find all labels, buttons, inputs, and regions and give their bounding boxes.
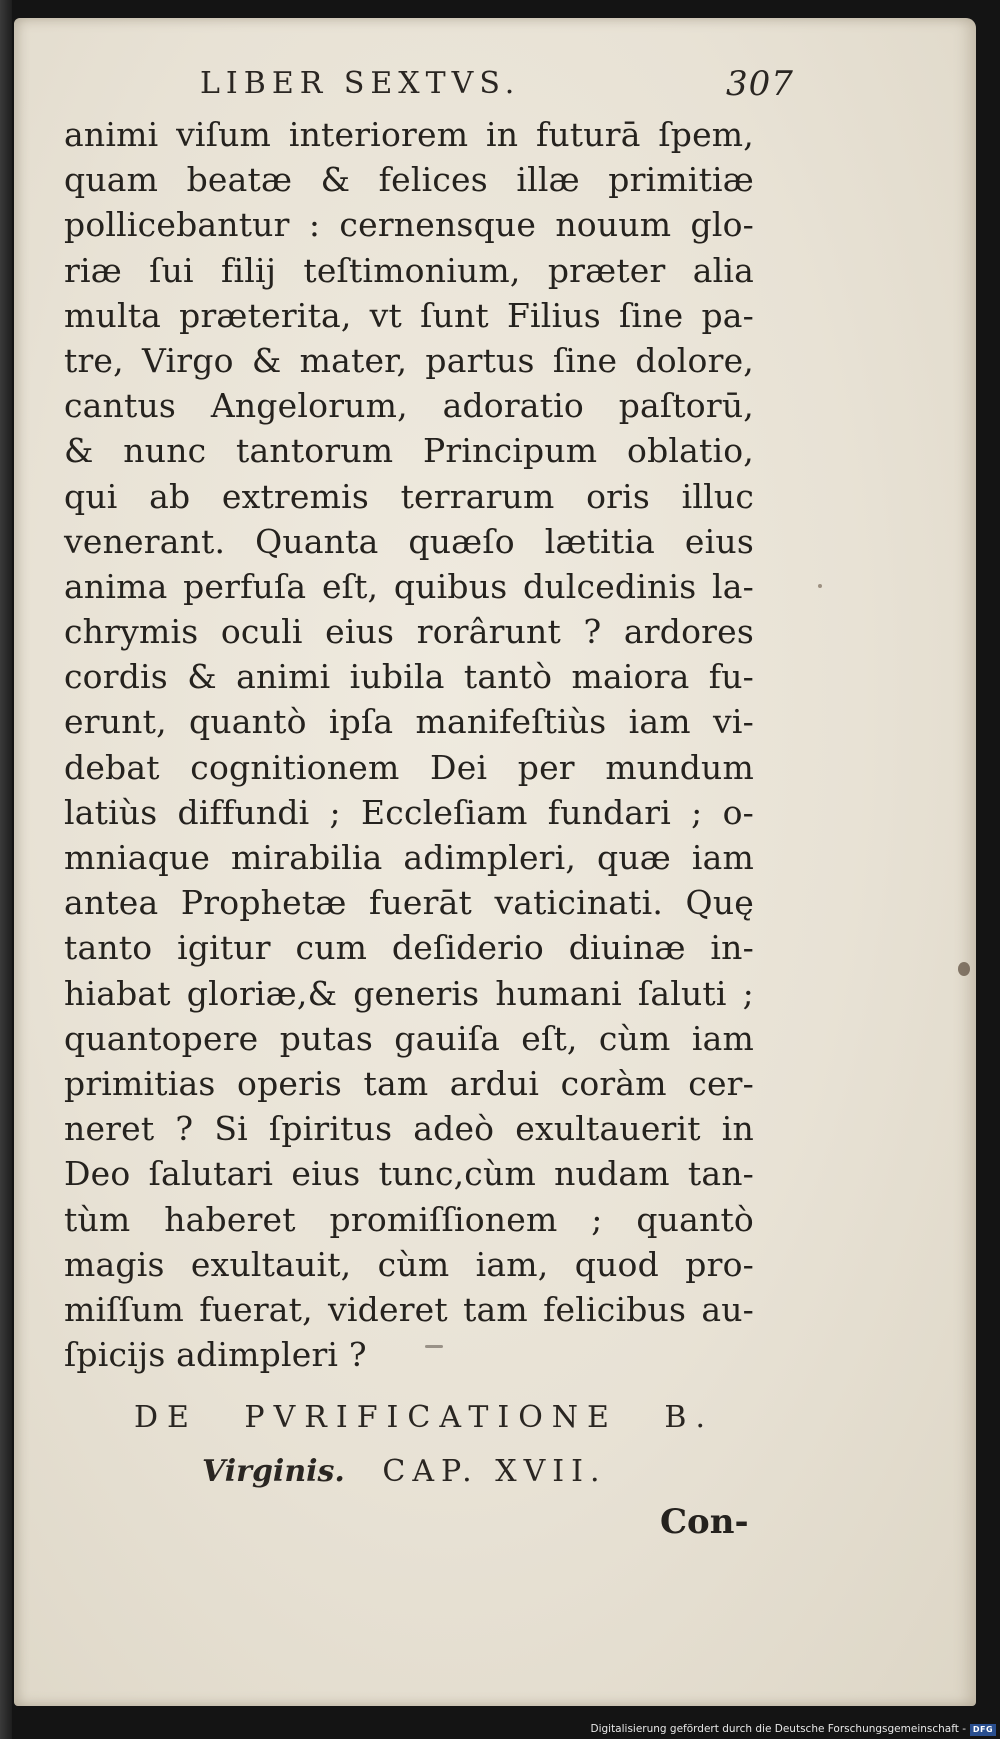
text-line: quantopere putas gauiſa eſt, cùm iam bbox=[64, 1018, 754, 1058]
chapter-subheading bbox=[202, 1454, 606, 1489]
text-line: cantus Angelorum, adoratio paſtorū, bbox=[64, 386, 754, 426]
text-line: erunt, quantò ipſa manifeſtiùs iam vi- bbox=[64, 702, 754, 742]
text-line: quam beatæ & felices illæ primitiæ bbox=[64, 160, 754, 200]
page-number: 307 bbox=[726, 64, 794, 104]
text-line: anima perfuſa eſt, quibus dulcedinis la- bbox=[64, 566, 754, 606]
text-line: multa præterita, vt ſunt Filius ſine pa- bbox=[64, 295, 754, 335]
text-line: latiùs diffundi ; Eccleſiam fundari ; o- bbox=[64, 792, 754, 832]
paper-stain bbox=[958, 962, 970, 976]
chapter-heading: DE PVRIFICATIONE B. bbox=[134, 1400, 714, 1435]
text-line: debat cognitionem Dei per mundum bbox=[64, 747, 754, 787]
text-line: neret ? Si ſpiritus adeò exultauerit in bbox=[64, 1109, 754, 1149]
text-line: & nunc tantorum Principum oblatio, bbox=[64, 431, 754, 471]
text-line: animi viſum interiorem in futurā ſpem, bbox=[64, 115, 754, 154]
dfg-logo: DFG bbox=[970, 1724, 996, 1736]
text-line: magis exultauit, cùm iam, quod pro- bbox=[64, 1244, 754, 1284]
text-line: chrymis oculi eius rorârunt ? ardores bbox=[64, 612, 754, 652]
text-line: tre, Virgo & mater, partus ſine dolore, bbox=[64, 340, 754, 380]
running-head: LIBER SEXTVS. bbox=[200, 66, 521, 101]
text-line: ſpicijs adimpleri ? bbox=[64, 1335, 367, 1375]
ink-mark bbox=[425, 1345, 443, 1348]
text-line: venerant. Quanta quæſo lætitia eius bbox=[64, 521, 754, 561]
body-text bbox=[64, 112, 754, 1377]
chapter-subheading-word: Virginis. bbox=[202, 1454, 345, 1489]
text-line: mniaque mirabilia adimpleri, quæ iam bbox=[64, 838, 754, 877]
text-line: primitias operis tam ardui coràm cer- bbox=[64, 1063, 754, 1103]
digitization-credit: Digitalisierung gefördert durch die Deutsche Forschungsgemeinschaft - bbox=[590, 1723, 966, 1735]
text-line: tùm haberet promiſſionem ; quantò bbox=[64, 1199, 754, 1239]
paper-stain bbox=[818, 584, 822, 588]
chapter-number: CAP. XVII. bbox=[382, 1454, 607, 1489]
adjacent-page-edge bbox=[0, 0, 12, 1739]
text-line: antea Prophetæ fuerāt vaticinati. Quę bbox=[64, 883, 754, 923]
text-line: miſſum fuerat, videret tam felicibus au- bbox=[64, 1289, 754, 1329]
text-line: Deo ſalutari eius tunc,cùm nudam tan- bbox=[64, 1154, 754, 1194]
text-line: pollicebantur : cernensque nouum glo- bbox=[64, 205, 754, 245]
catchword: Con- bbox=[660, 1502, 749, 1542]
text-line: cordis & animi iubila tantò maiora fu- bbox=[64, 657, 754, 697]
text-line: riæ ſui filij teſtimonium, præter alia bbox=[64, 250, 754, 290]
text-line: hiabat gloriæ,& generis humani ſaluti ; bbox=[64, 973, 754, 1013]
text-line: qui ab extremis terrarum oris illuc bbox=[64, 476, 754, 516]
text-line: tanto igitur cum deſiderio diuinæ in- bbox=[64, 928, 754, 968]
